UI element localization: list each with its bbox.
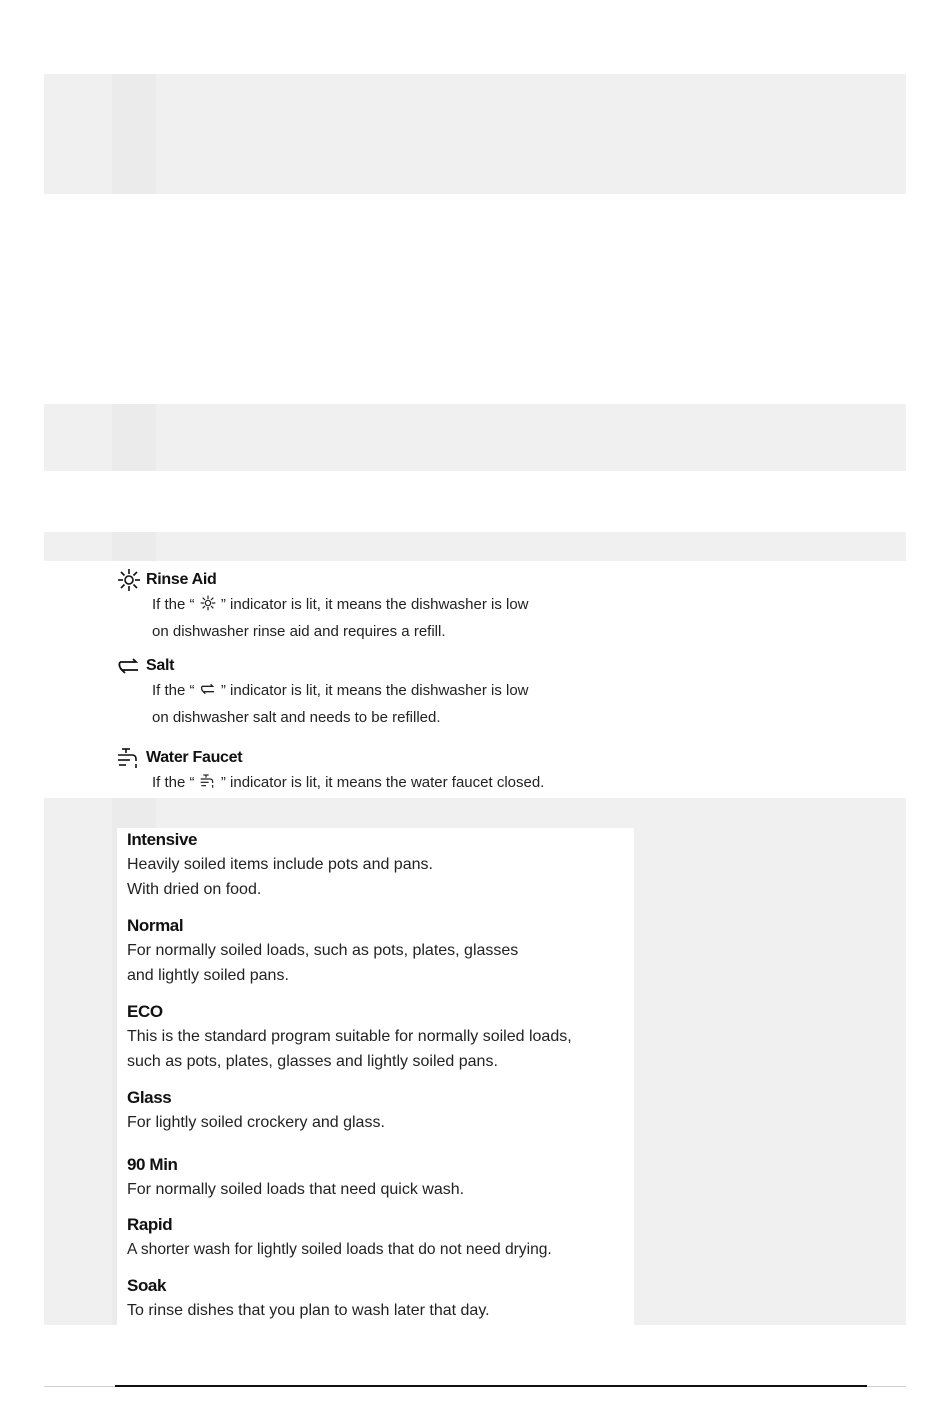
program-title: Soak [127, 1276, 167, 1295]
desc-text: ” indicator is lit, it means the dishwasher is low [220, 596, 529, 613]
program-description: For normally soiled loads, such as pots, plates, glasses [127, 942, 519, 959]
program-rapid [127, 1213, 552, 1262]
programs-panel [117, 828, 634, 1325]
program-90-min [127, 1153, 464, 1202]
program-description: For normally soiled loads that need quick wash. [127, 1181, 465, 1198]
program-description: Heavily soiled items include pots and pans. [127, 856, 433, 873]
program-title: Intensive [127, 830, 198, 849]
desc-text: If the “ [152, 774, 195, 791]
indicator-description [152, 678, 529, 730]
indicator-water-faucet [116, 746, 544, 797]
desc-text: If the “ [152, 682, 195, 699]
program-glass [127, 1086, 385, 1135]
footer-rule [115, 1385, 867, 1387]
program-title: Normal [127, 916, 184, 935]
program-title: ECO [127, 1002, 163, 1021]
indicator-title: Water Faucet [146, 749, 243, 766]
salt-icon [116, 654, 146, 678]
program-description: For lightly soiled crockery and glass. [127, 1114, 385, 1131]
indicator-title: Salt [146, 657, 175, 674]
indicator-salt [116, 654, 529, 730]
desc-text: ” indicator is lit, it means the water faucet closed. [220, 774, 545, 791]
section-band-1 [44, 404, 906, 471]
program-title: Glass [127, 1088, 172, 1107]
program-intensive [127, 828, 433, 902]
water-faucet-inline-icon [199, 772, 217, 797]
program-description: and lightly soiled pans. [127, 967, 289, 984]
program-title: 90 Min [127, 1155, 178, 1174]
program-eco [127, 1000, 572, 1074]
program-description: To rinse dishes that you plan to wash later that day. [127, 1302, 490, 1319]
rinse-aid-inline-icon [199, 594, 217, 619]
section-band-2 [44, 532, 906, 561]
desc-line-2: on dishwasher salt and needs to be refilled. [152, 709, 441, 726]
program-description: With dried on food. [127, 881, 262, 898]
header-band [44, 74, 906, 194]
program-description: This is the standard program suitable for normally soiled loads, [127, 1028, 572, 1045]
desc-line-2: on dishwasher rinse aid and requires a refill. [152, 623, 446, 640]
desc-text: ” indicator is lit, it means the dishwasher is low [220, 682, 529, 699]
desc-text: If the “ [152, 596, 195, 613]
indicator-description [152, 770, 544, 797]
water-faucet-icon [116, 746, 146, 770]
program-description: such as pots, plates, glasses and lightly soiled pans. [127, 1053, 498, 1070]
indicator-title: Rinse Aid [146, 571, 217, 588]
salt-inline-icon [199, 680, 217, 705]
indicator-description [152, 592, 529, 644]
rinse-aid-icon [116, 568, 146, 592]
program-normal [127, 914, 518, 988]
program-soak [127, 1274, 490, 1323]
program-description: A shorter wash for lightly soiled loads that do not need drying. [127, 1241, 552, 1258]
program-title: Rapid [127, 1215, 173, 1234]
indicator-rinse-aid [116, 568, 529, 644]
